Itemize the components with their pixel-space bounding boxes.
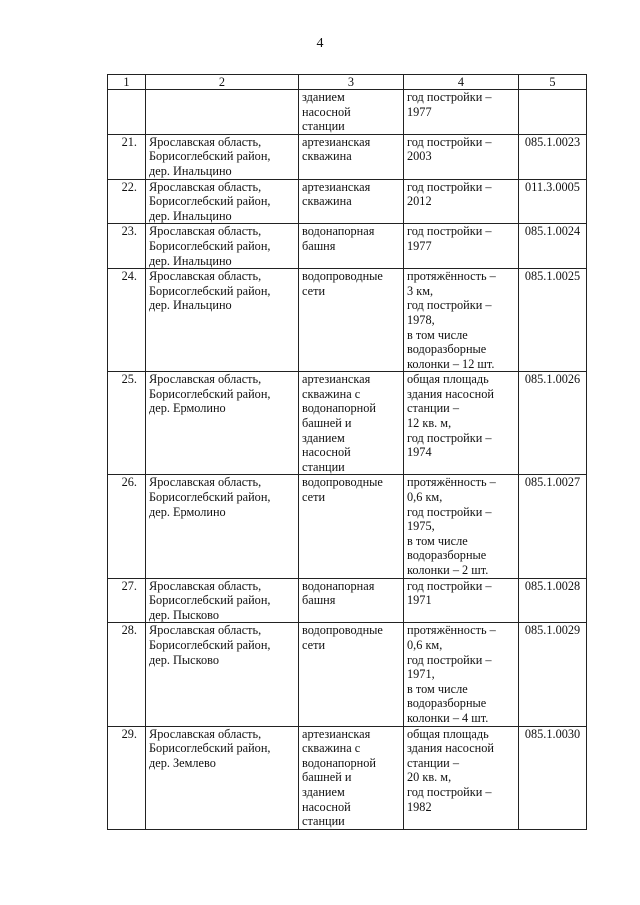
registry-code-cell: 011.3.0005 [519, 179, 587, 224]
object-name-cell: водопроводные сети [299, 623, 404, 726]
table-row [108, 475, 587, 578]
registry-code-cell: 085.1.0028 [519, 578, 587, 623]
object-name-cell: водопроводные сети [299, 475, 404, 578]
address-cell: Ярославская область, Борисоглебский район, дер. Ермолино [146, 372, 299, 475]
address-cell: Ярославская область, Борисоглебский район, дер. Инальцино [146, 179, 299, 224]
table-row [108, 578, 587, 623]
row-number-cell: 25. [108, 372, 146, 475]
object-name-cell: артезианская скважина с водонапорной башней и зданием насосной станции [299, 372, 404, 475]
characteristics-cell: протяжённость – 0,6 км, год постройки – 1971, в том числе водоразборные колонки – 4 шт. [404, 623, 519, 726]
object-name-cell: водонапорная башня [299, 578, 404, 623]
table-row [108, 224, 587, 269]
characteristics-cell: год постройки – 1977 [404, 224, 519, 269]
table-row [108, 134, 587, 179]
characteristics-cell: год постройки – 1977 [404, 90, 519, 135]
registry-code-cell: 085.1.0026 [519, 372, 587, 475]
table-row [108, 372, 587, 475]
column-header: 2 [146, 75, 299, 90]
object-name-cell: зданием насосной станции [299, 90, 404, 135]
address-cell: Ярославская область, Борисоглебский район, дер. Землево [146, 726, 299, 829]
characteristics-cell: протяжённость – 0,6 км, год постройки – 1975, в том числе водоразборные колонки – 2 шт. [404, 475, 519, 578]
registry-table [107, 74, 587, 830]
object-name-cell: артезианская скважина [299, 134, 404, 179]
registry-code-cell: 085.1.0027 [519, 475, 587, 578]
characteristics-cell: протяжённость – 3 км, год постройки – 1978, в том числе водоразборные колонки – 12 шт. [404, 269, 519, 372]
object-name-cell: водопроводные сети [299, 269, 404, 372]
address-cell: Ярославская область, Борисоглебский район, дер. Инальцино [146, 224, 299, 269]
table-header-row [108, 75, 587, 90]
address-cell: Ярославская область, Борисоглебский район, дер. Инальцино [146, 269, 299, 372]
registry-code-cell: 085.1.0023 [519, 134, 587, 179]
row-number-cell: 22. [108, 179, 146, 224]
registry-code-cell: 085.1.0030 [519, 726, 587, 829]
column-header: 4 [404, 75, 519, 90]
characteristics-cell: год постройки – 1971 [404, 578, 519, 623]
row-number-cell: 23. [108, 224, 146, 269]
row-number-cell: 26. [108, 475, 146, 578]
row-number-cell: 28. [108, 623, 146, 726]
row-number-cell [108, 90, 146, 135]
address-cell: Ярославская область, Борисоглебский район, дер. Ермолино [146, 475, 299, 578]
registry-code-cell [519, 90, 587, 135]
column-header: 5 [519, 75, 587, 90]
registry-code-cell: 085.1.0025 [519, 269, 587, 372]
address-cell: Ярославская область, Борисоглебский район, дер. Пысково [146, 578, 299, 623]
table-row [108, 179, 587, 224]
column-header: 3 [299, 75, 404, 90]
row-number-cell: 21. [108, 134, 146, 179]
object-name-cell: артезианская скважина с водонапорной башней и зданием насосной станции [299, 726, 404, 829]
object-name-cell: артезианская скважина [299, 179, 404, 224]
column-header: 1 [108, 75, 146, 90]
registry-code-cell: 085.1.0029 [519, 623, 587, 726]
row-number-cell: 27. [108, 578, 146, 623]
characteristics-cell: общая площадь здания насосной станции – 20 кв. м, год постройки – 1982 [404, 726, 519, 829]
table-row [108, 726, 587, 829]
table-row [108, 90, 587, 135]
object-name-cell: водонапорная башня [299, 224, 404, 269]
address-cell: Ярославская область, Борисоглебский район, дер. Пысково [146, 623, 299, 726]
row-number-cell: 24. [108, 269, 146, 372]
page-number: 4 [316, 36, 324, 51]
table-row [108, 269, 587, 372]
characteristics-cell: год постройки – 2003 [404, 134, 519, 179]
row-number-cell: 29. [108, 726, 146, 829]
address-cell [146, 90, 299, 135]
table-body [108, 75, 587, 830]
address-cell: Ярославская область, Борисоглебский район, дер. Инальцино [146, 134, 299, 179]
table-row [108, 623, 587, 726]
characteristics-cell: общая площадь здания насосной станции – 12 кв. м, год постройки – 1974 [404, 372, 519, 475]
registry-code-cell: 085.1.0024 [519, 224, 587, 269]
characteristics-cell: год постройки – 2012 [404, 179, 519, 224]
